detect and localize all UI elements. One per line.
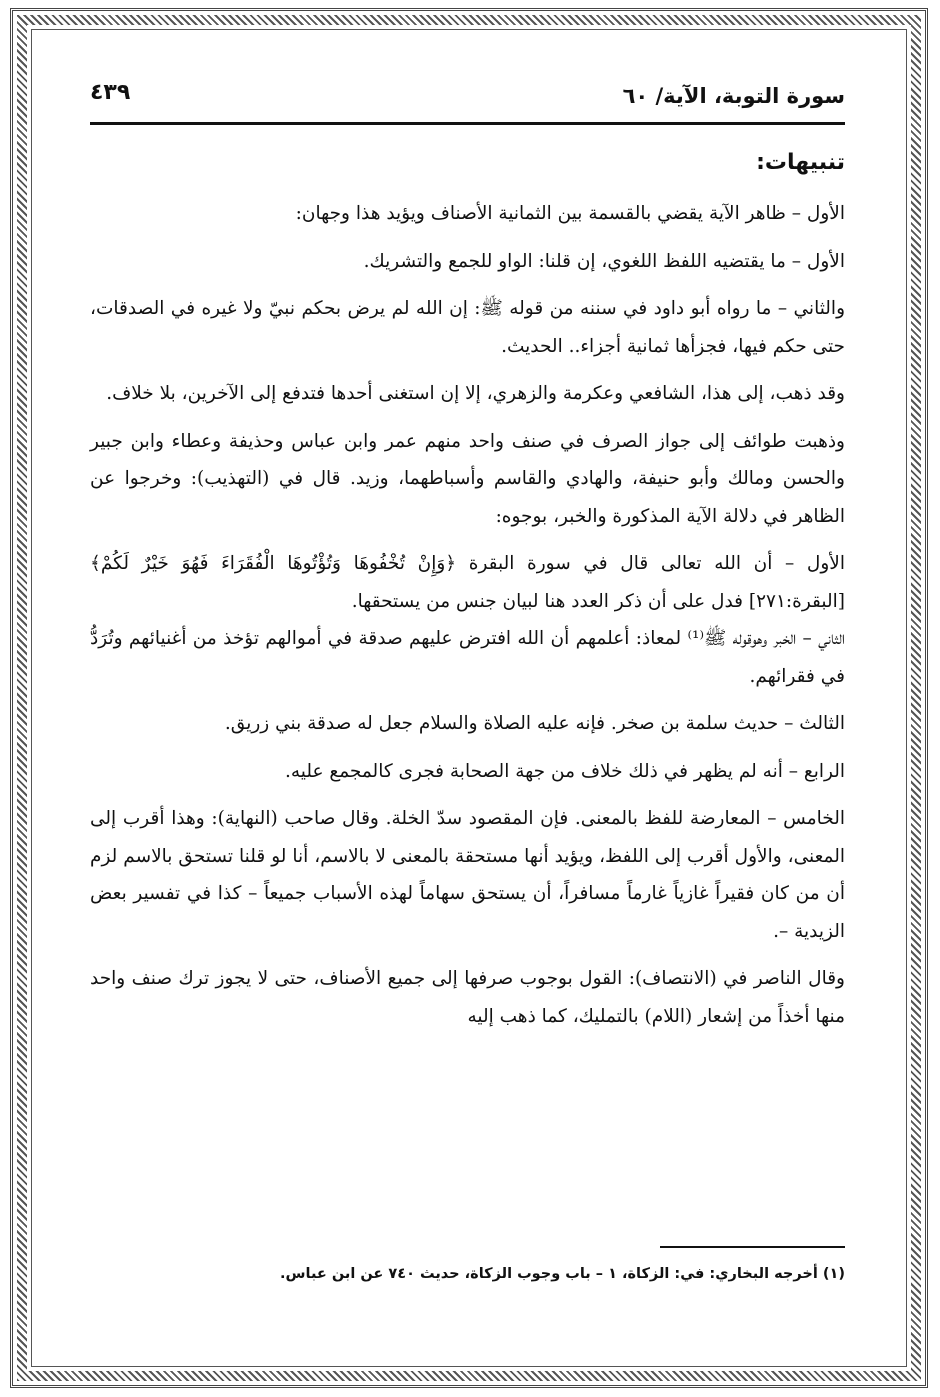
paragraph: الخامس – المعارضة للفظ بالمعنى. فإن المقصود سدّ الخلة. وقال صاحب (النهاية): وهذا أقرب إلى المعنى، والأول أقرب إلى اللفظ، ويؤيد أنها مستحقة بالمعنى لا بالاسم، أنا لو قلنا تستحق بالاسم لزم أن من كان فقيراً غازياً غارماً مسافراً، أن يستحق سهاماً لهذه الأسباب جميعاً – كذا في تفسير بعض الزيدية –. xyxy=(90,808,845,942)
paragraph: الرابع – أنه لم يظهر في ذلك خلاف من جهة الصحابة فجرى كالمجمع عليه. xyxy=(284,760,845,782)
paragraph: وقد ذهب، إلى هذا، الشافعي وعكرمة والزهري، إلا إن استغنى أحدها فتدفع إلى الآخرين، بلا خلاف. xyxy=(106,383,845,404)
paragraph: الثاني – الخبر وهوقوله ﷺ⁽¹⁾ لمعاذ: أعلمهم أن الله افترض عليهم صدقة في أموالهم تؤخذ من أغنيائهم وتُرَدُّ في فقرائهم. xyxy=(90,628,845,687)
header-rule xyxy=(90,122,845,125)
paragraph: الثالث – حديث سلمة بن صخر. فإنه عليه الصلاة والسلام جعل له صدقة بني زريق. xyxy=(224,713,845,734)
paragraph: والثاني – ما رواه أبو داود في سننه من قوله ﷺ: إن الله لم يرض بحكم نبيّ ولا غيره في الصدقات، حتى حكم فيها، فجزأها ثمانية أجزاء.. الحديث. xyxy=(90,298,845,357)
main-text xyxy=(90,145,845,1045)
paragraph: الأول – أن الله تعالى قال في سورة البقرة ﴿وَإِنْ تُخْفُوهَا وَتُؤْتُوهَا الْفُقَرَاءَ فَهُوَ خَيْرٌ لَكُمْ﴾ [البقرة:٢٧١] فدل على أن ذكر العدد هنا لبيان جنس من يستحقها. xyxy=(90,553,845,612)
section-heading: تنبيهات: xyxy=(756,150,845,175)
footnote-rule xyxy=(660,1246,845,1248)
paragraph: وقال الناصر في (الانتصاف): القول بوجوب صرفها إلى جميع الأصناف، حتى لا يجوز ترك صنف واحد منها أخذاً من إشعار (اللام) بالتمليك، كما ذهب إليه xyxy=(90,968,845,1027)
paragraph: الأول – ظاهر الآية يقضي بالقسمة بين الثمانية الأصناف ويؤيد هذا وجهان: xyxy=(295,203,845,224)
paragraph: وذهبت طوائف إلى جواز الصرف في صنف واحد منهم عمر وابن عباس وحذيفة وعطاء وابن جبير والحسن ومالك وأبو حنيفة، والهادي والقاسم وأسباطهما، وزيد. قال في (التهذيب): وخرجوا عن الظاهر في دلالة الآية المذكورة والخبر، بوجوه: xyxy=(90,430,845,527)
page-header xyxy=(90,80,845,120)
paragraph: الأول – ما يقتضيه اللفظ اللغوي، إن قلنا: الواو للجمع والتشريك. xyxy=(363,250,845,272)
page-number: ٤٣٩ xyxy=(90,80,131,105)
surah-title: سورة التوبة، الآية/ ٦٠ xyxy=(622,84,845,108)
footnote: (١) أخرجه البخاري: في: الزكاة، ١ – باب وجوب الزكاة، حديث ٧٤٠ عن ابن عباس. xyxy=(280,1266,845,1282)
